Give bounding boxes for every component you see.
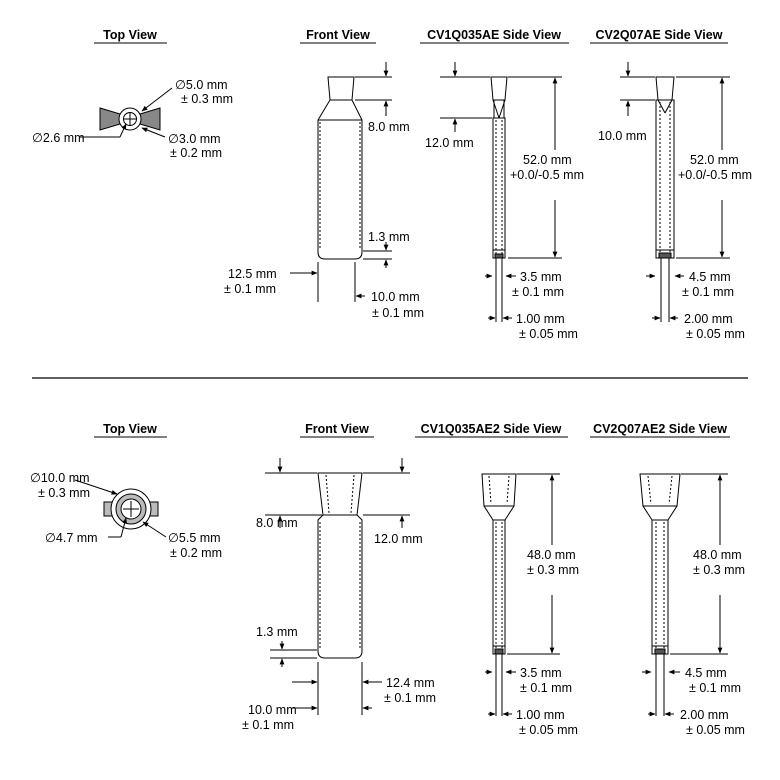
dim-front-inner-width-2: 10.0 mm [248, 703, 297, 717]
header-side-view-b: CV2Q07AE Side View [595, 28, 723, 42]
dim-side-b-length-tol-2: ± 0.3 mm [693, 563, 746, 577]
dim-outer-dia-tol: ± 0.3 mm [181, 92, 234, 106]
dim-inner-dia: ∅2.6 mm [32, 131, 85, 145]
dim-side-a-bore-tol: ± 0.05 mm [519, 327, 578, 341]
dim-side-a-length-2: 48.0 mm [527, 548, 576, 562]
header-side-view-a: CV1Q035AE Side View [427, 28, 561, 42]
dim-side-a-length: 52.0 mm [523, 153, 572, 167]
header-front-view-2: Front View [305, 422, 369, 436]
dim-side-a-bore-2: 1.00 mm [516, 708, 565, 722]
dim-side-b-tip-tol-2: ± 0.1 mm [689, 681, 742, 695]
header-top-view-2: Top View [103, 422, 157, 436]
header-side-view-b-2: CV2Q07AE2 Side View [593, 422, 727, 436]
dim-front-neck-2: 12.0 mm [374, 532, 423, 546]
dim-mid-dia-2: ∅5.5 mm [168, 531, 221, 545]
dim-side-b-tip-tol: ± 0.1 mm [682, 285, 735, 299]
dim-side-b-bore: 2.00 mm [684, 312, 733, 326]
dim-front-top-height: 8.0 mm [368, 120, 410, 134]
dim-side-b-length-tol: +0.0/-0.5 mm [678, 168, 752, 182]
front-view-part-1 [290, 62, 392, 302]
dim-side-b-bore-tol-2: ± 0.05 mm [686, 723, 745, 737]
dim-side-a-length-tol: +0.0/-0.5 mm [510, 168, 584, 182]
dim-outer-dia-tol-2: ± 0.3 mm [38, 486, 91, 500]
header-top-view: Top View [103, 28, 157, 42]
dim-side-b-bore-tol: ± 0.05 mm [686, 327, 745, 341]
dim-side-a-neck: 12.0 mm [425, 136, 474, 150]
dim-mid-dia-tol: ± 0.2 mm [170, 146, 223, 160]
dim-side-a-tip: 3.5 mm [520, 270, 562, 284]
dim-side-b-length: 52.0 mm [690, 153, 739, 167]
top-section-labels [32, 28, 752, 341]
dim-front-width: 12.5 mm [228, 267, 277, 281]
top-view-part-1 [80, 88, 172, 137]
dim-front-width-tol-2: ± 0.1 mm [384, 691, 437, 705]
dim-front-top-height-2: 8.0 mm [256, 516, 298, 530]
dim-inner-dia-2: ∅4.7 mm [45, 531, 98, 545]
header-side-view-a-2: CV1Q035AE2 Side View [420, 422, 562, 436]
dim-side-a-length-tol-2: ± 0.3 mm [527, 563, 580, 577]
dim-side-b-bore-2: 2.00 mm [680, 708, 729, 722]
dim-front-bottom-height: 1.3 mm [368, 230, 410, 244]
dim-front-inner-width-tol: ± 0.1 mm [372, 306, 425, 320]
dim-front-bottom-height-2: 1.3 mm [256, 625, 298, 639]
dim-side-b-tip-2: 4.5 mm [685, 666, 727, 680]
dim-side-b-neck: 10.0 mm [598, 129, 647, 143]
dim-front-inner-width-tol-2: ± 0.1 mm [242, 718, 295, 732]
dim-side-a-tip-tol: ± 0.1 mm [512, 285, 565, 299]
bottom-section-labels [30, 422, 745, 737]
dim-mid-dia: ∅3.0 mm [168, 132, 221, 146]
dim-side-a-tip-tol-2: ± 0.1 mm [520, 681, 573, 695]
dim-mid-dia-tol-2: ± 0.2 mm [170, 546, 223, 560]
dim-front-width-tol: ± 0.1 mm [224, 282, 277, 296]
dim-front-inner-width: 10.0 mm [371, 290, 420, 304]
dim-side-a-tip-2: 3.5 mm [520, 666, 562, 680]
dim-side-b-length-2: 48.0 mm [693, 548, 742, 562]
dim-side-a-bore-tol-2: ± 0.05 mm [519, 723, 578, 737]
dim-side-a-bore: 1.00 mm [516, 312, 565, 326]
dim-outer-dia-2: ∅10.0 mm [30, 471, 90, 485]
dim-side-b-tip: 4.5 mm [689, 270, 731, 284]
header-front-view: Front View [306, 28, 370, 42]
dim-front-width-2: 12.4 mm [386, 676, 435, 690]
dim-outer-dia: ∅5.0 mm [175, 78, 228, 92]
